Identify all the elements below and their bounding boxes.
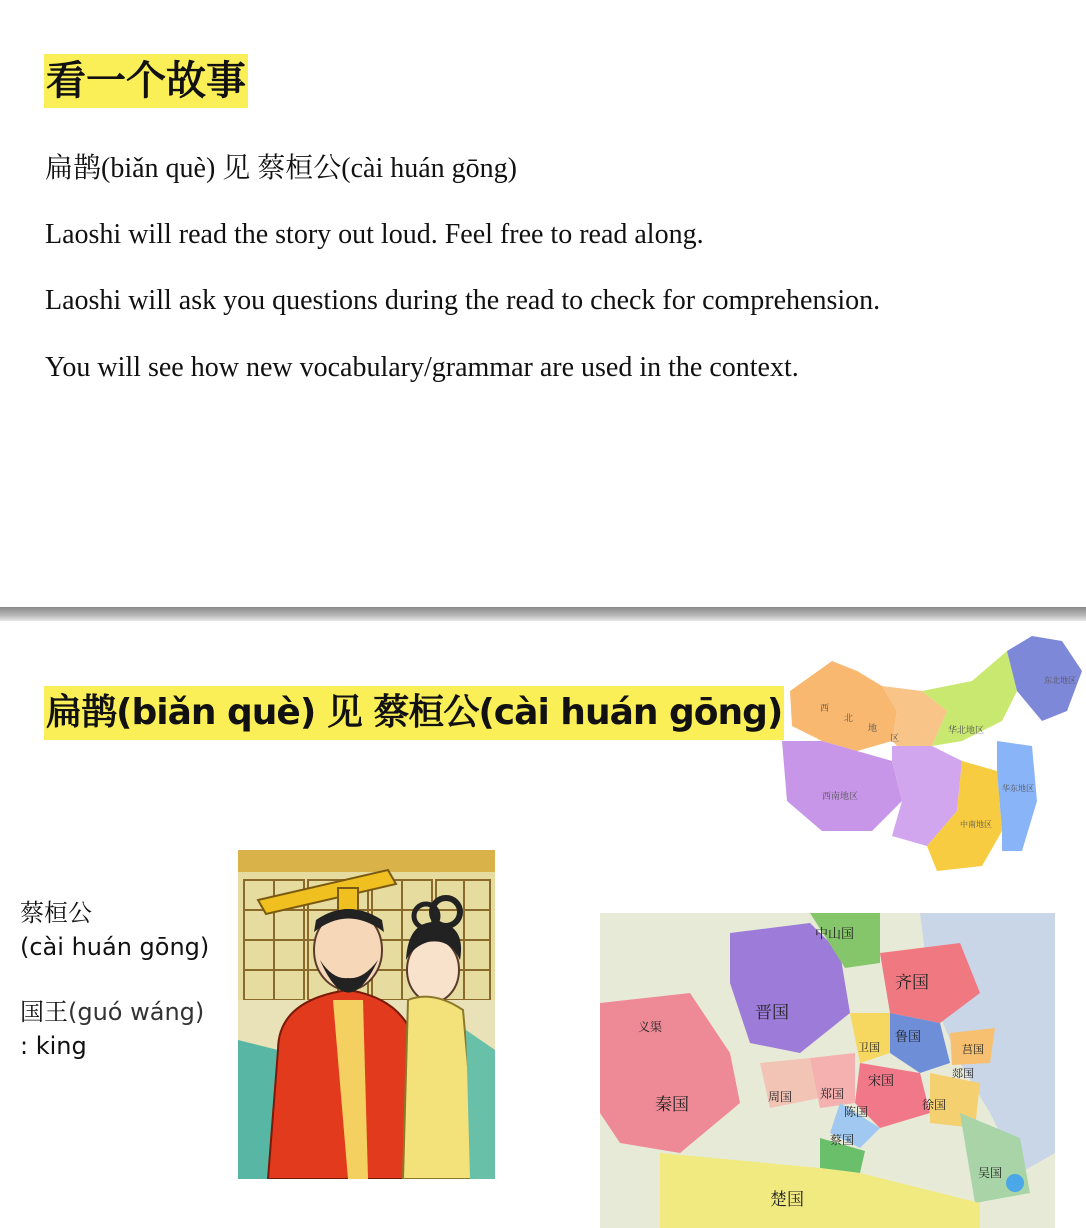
slide-story-intro [0,0,1086,607]
story-title-text: 扁鹊(biǎn què) 见 蔡桓公(cài huán gōng) [45,153,517,184]
state-zhou: 周国 [768,1090,793,1104]
state-wu: 吴国 [978,1166,1003,1180]
warring-states-map [600,913,1055,1228]
state-wei: 卫国 [858,1041,880,1054]
map-label-southwest: 西南地区 [822,792,859,802]
instruction-vocabulary: You will see how new vocabulary/grammar are used in the context. [45,352,799,383]
label-king [20,995,204,1029]
king-illustration [238,850,495,1179]
china-regions-map [762,631,1086,896]
state-lu: 鲁国 [895,1030,922,1045]
state-qin: 秦国 [655,1095,689,1115]
state-zhongshan: 中山国 [815,927,855,942]
state-song: 宋国 [868,1074,895,1089]
state-xu: 徐国 [922,1098,947,1112]
map-label-di: 地 [868,724,878,734]
map-label-qu: 区 [890,734,900,744]
slide-characters [0,621,1086,1228]
map-label-central-south: 中南地区 [960,820,992,829]
instruction-questions: Laoshi will ask you questions during the read to check for comprehension. [45,285,881,316]
map-label-northeast: 东北地区 [1044,676,1076,685]
instruction-read-aloud: Laoshi will read the story out loud. Feel free to read along. [45,219,704,250]
map-label-bei: 北 [844,714,854,724]
label-cai-huan-gong-pinyin: (cài huán gōng) [20,933,210,961]
slide-divider [0,607,1086,621]
state-jin: 晋国 [755,1003,789,1023]
state-chen: 陈国 [844,1105,869,1119]
slide-title: 扁鹊(biǎn què) 见 蔡桓公(cài huán gōng) [44,686,784,740]
map-label-north-china: 华北地区 [948,726,985,736]
state-ju: 莒国 [962,1043,984,1056]
label-cai-huan-gong-han: 蔡桓公 [20,899,92,927]
label-king-meaning: : king [20,1032,87,1060]
state-tan: 郯国 [952,1067,974,1080]
label-king-pinyin: (guó wáng) [68,998,205,1026]
state-chu: 楚国 [770,1190,804,1210]
state-cai: 蔡国 [830,1133,855,1147]
state-zheng: 郑国 [820,1087,845,1101]
state-yiqu: 义渠 [638,1020,663,1034]
slide-title: 看一个故事 [44,54,248,108]
map-label-east-china: 华东地区 [1002,784,1034,793]
state-qi: 齐国 [895,973,929,993]
map-label-xi: 西 [820,704,830,714]
label-king-han: 国王 [20,998,68,1026]
